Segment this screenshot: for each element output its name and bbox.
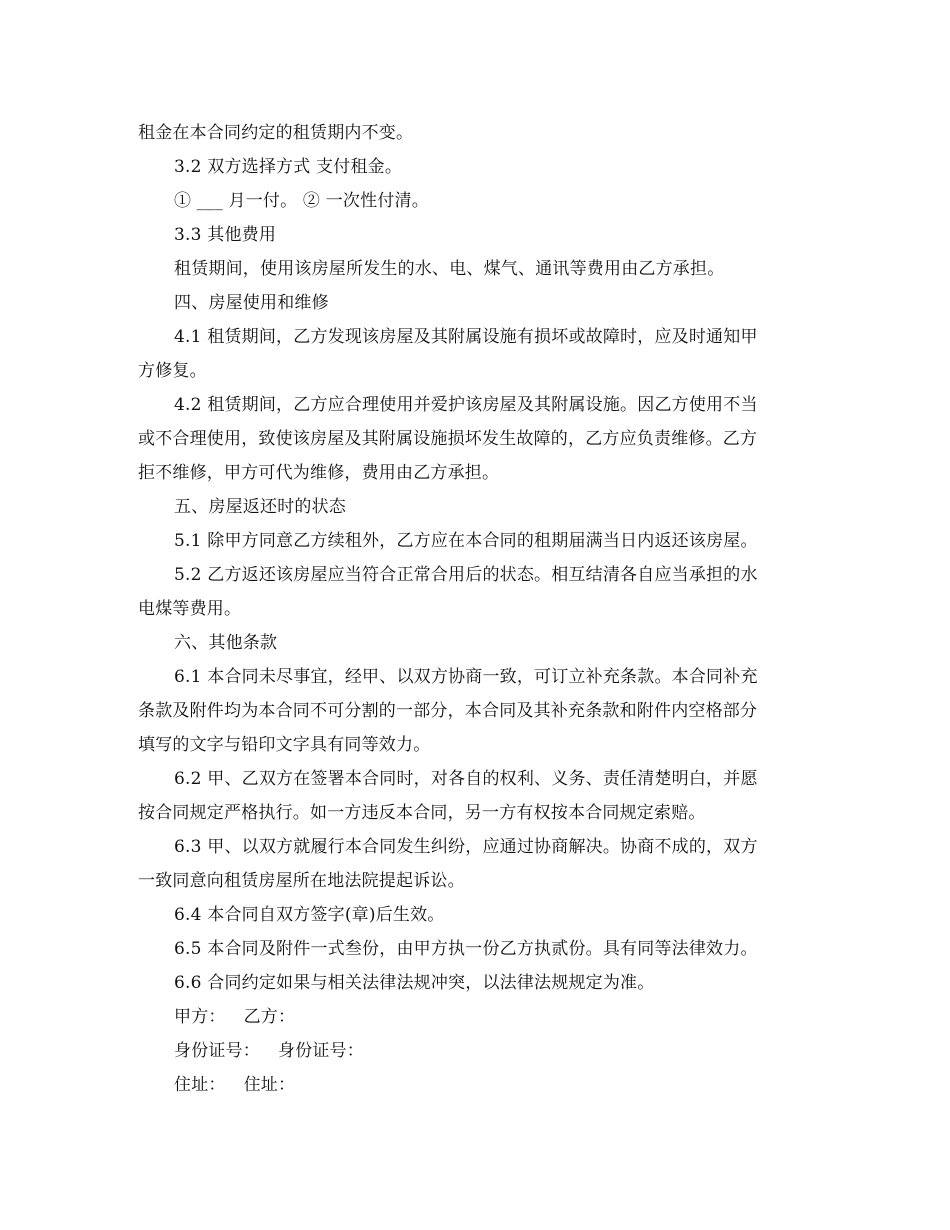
paragraph-line: 条款及附件均为本合同不可分割的一部分，本合同及其补充条款和附件内空格部分 — [138, 701, 758, 721]
section-heading-5: 五、房屋返还时的状态 — [174, 497, 346, 517]
clause-3-2: 3.2 双方选择方式 支付租金。 — [174, 157, 403, 177]
paragraph-line: 租金在本合同约定的租赁期内不变。 — [138, 123, 414, 143]
party-a-label: 甲方： — [174, 1007, 226, 1027]
clause-6-6: 6.6 合同约定如果与相关法律法规冲突，以法律法规规定为准。 — [174, 973, 655, 993]
clause-6-5: 6.5 本合同及附件一式叁份，由甲方执一份乙方执贰份。具有同等法律效力。 — [174, 939, 758, 959]
party-b-label: 乙方： — [243, 1007, 296, 1027]
clause-4-2: 4.2 租赁期间，乙方应合理使用并爱护该房屋及其附属设施。因乙方使用不当 — [174, 395, 758, 415]
id-a-label: 身份证号： — [174, 1041, 260, 1061]
clause-6-1: 6.1 本合同未尽事宜，经甲、以双方协商一致，可订立补充条款。本合同补充 — [174, 667, 758, 687]
clause-6-3: 6.3 甲、以双方就履行本合同发生纠纷，应通过协商解决。协商不成的，双方 — [174, 837, 758, 857]
address-a-label: 住址： — [174, 1075, 226, 1095]
paragraph-line: 电煤等费用。 — [138, 599, 242, 619]
paragraph-line: 或不合理使用，致使该房屋及其附属设施损坏发生故障的，乙方应负责维修。乙方 — [138, 429, 758, 449]
clause-4-1: 4.1 租赁期间，乙方发现该房屋及其附属设施有损坏或故障时，应及时通知甲 — [174, 327, 758, 347]
paragraph-line: 拒不维修，甲方可代为维修，费用由乙方承担。 — [138, 463, 500, 483]
clause-3-3-heading: 3.3 其他费用 — [174, 225, 277, 245]
signature-address-row — [138, 1068, 812, 1102]
payment-options: ① ___ 月一付。 ② 一次性付清。 — [174, 191, 429, 211]
clause-5-2: 5.2 乙方返还该房屋应当符合正常合用后的状态。相互结清各自应当承担的水 — [174, 565, 758, 585]
paragraph-line: 按合同规定严格执行。如一方违反本合同，另一方有权按本合同规定索赔。 — [138, 803, 706, 823]
clause-6-4: 6.4 本合同自双方签字(章)后生效。 — [174, 905, 445, 925]
paragraph-line: 一致同意向租赁房屋所在地法院提起诉讼。 — [138, 871, 465, 891]
clause-6-2: 6.2 甲、乙双方在签署本合同时，对各自的权利、义务、责任清楚明白，并愿 — [174, 769, 758, 789]
signature-party-row — [138, 1000, 812, 1034]
signature-id-row — [138, 1034, 812, 1068]
clause-5-1: 5.1 除甲方同意乙方续租外，乙方应在本合同的租期届满当日内返还该房屋。 — [174, 531, 758, 551]
id-b-label: 身份证号： — [278, 1041, 364, 1061]
section-heading-6: 六、其他条款 — [174, 633, 278, 653]
paragraph-line: 填写的文字与铅印文字具有同等效力。 — [138, 735, 431, 755]
section-heading-4: 四、房屋使用和维修 — [174, 293, 329, 313]
paragraph-line: 租赁期间，使用该房屋所发生的水、电、煤气、通讯等费用由乙方承担。 — [174, 259, 725, 279]
paragraph-line: 方修复。 — [138, 361, 207, 381]
address-b-label: 住址： — [243, 1075, 296, 1095]
